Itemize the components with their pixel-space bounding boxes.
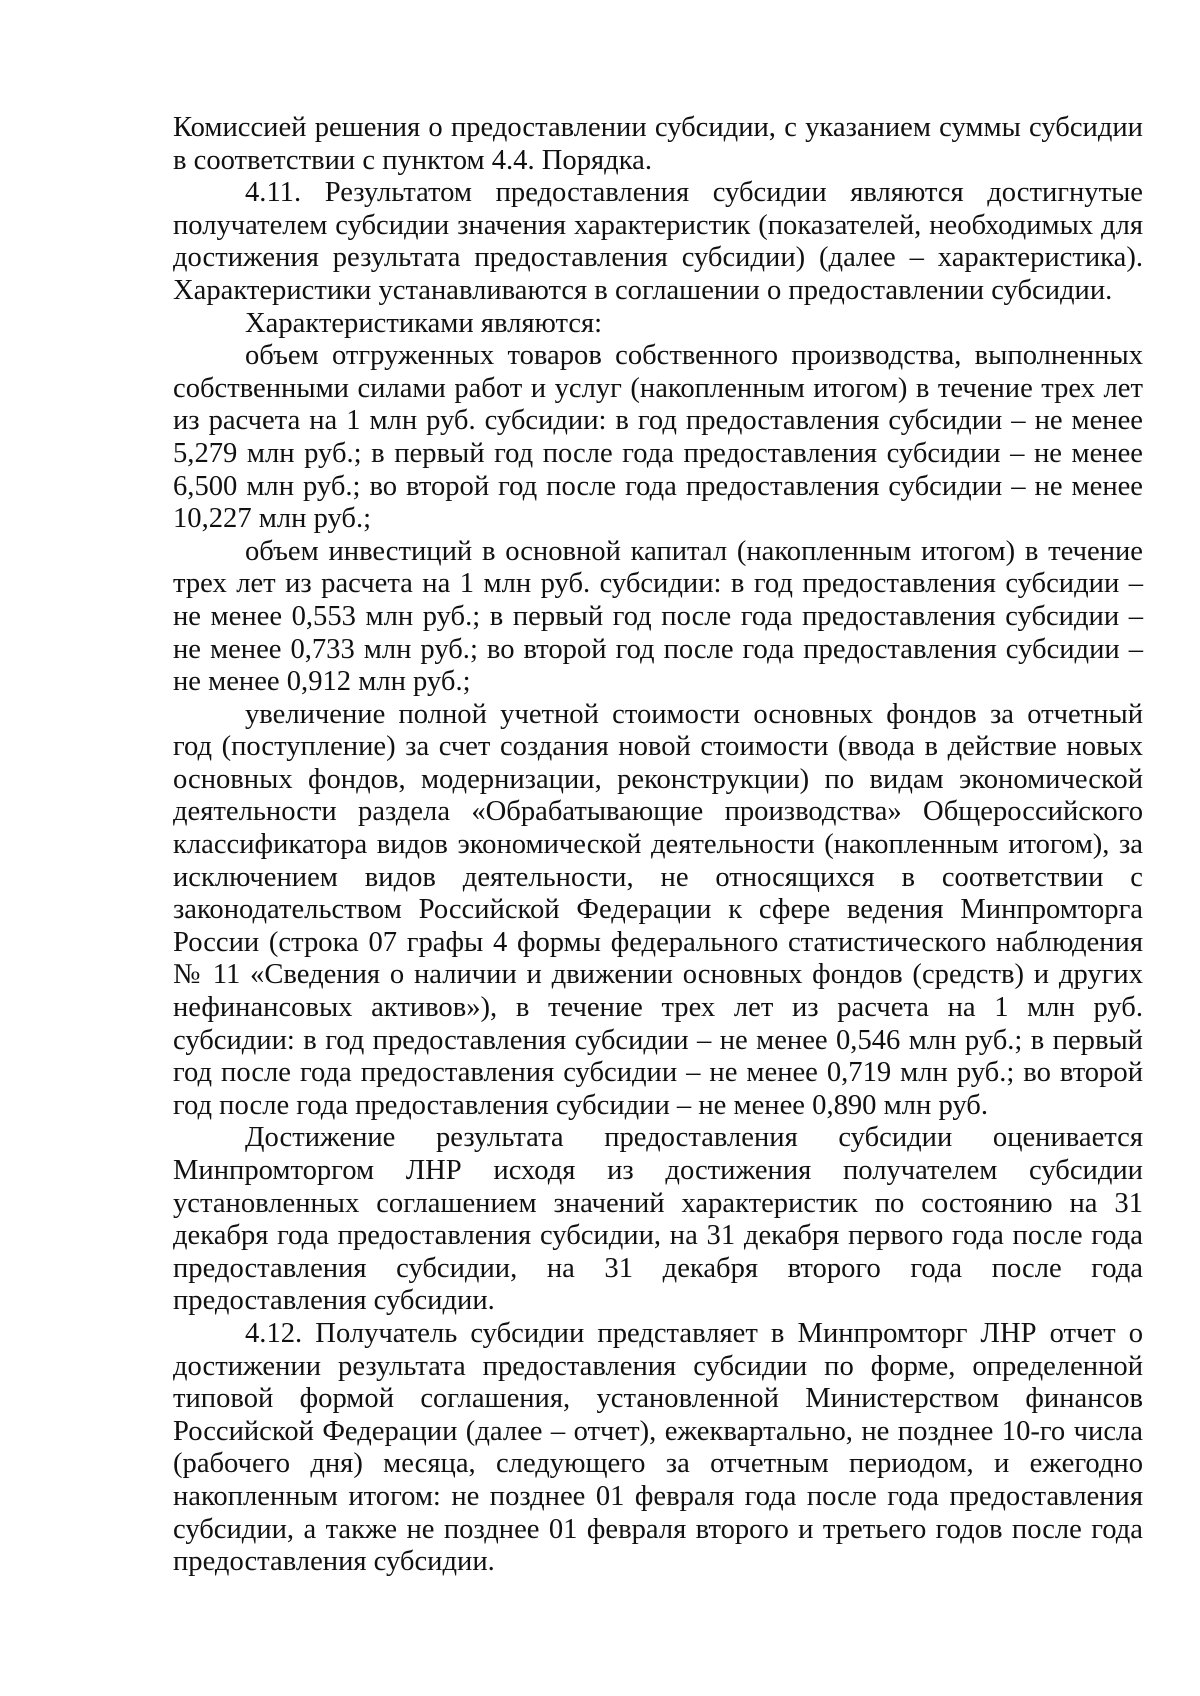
paragraph-fixed-assets: увеличение полной учетной стоимости основных фондов за отчетный год (поступление) за счет создания новой стоимости (ввода в действие новых основных фондов, модернизации, реконструкции) по видам экономической деятельности раздела «Обрабатывающие производства» Общероссийского классификатора видов экономической деятельности (накопленным итогом), за исключением видов деятельности, не относящихся в соответствии с законодательством Российской Федерации к сфере ведения Минпромторга России (строка 07 графы 4 формы федерального статистического наблюдения № 11 «Сведения о наличии и движении основных фондов (средств) и других нефинансовых активов»), в течение трех лет из расчета на 1 млн руб. субсидии: в год предоставления субсидии – не менее 0,546 млн руб.; в первый год после года предоставления субсидии – не менее 0,719 млн руб.; во второй год после года предоставления субсидии – не менее 0,890 млн руб. — [173, 698, 1143, 1121]
paragraph-investments: объем инвестиций в основной капитал (накопленным итогом) в течение трех лет из расчета на 1 млн руб. субсидии: в год предоставления субсидии – не менее 0,553 млн руб.; в первый год после года предоставления субсидии – не менее 0,733 млн руб.; во второй год после года предоставления субсидии – не менее 0,912 млн руб.; — [173, 535, 1143, 698]
paragraph-4-11: 4.11. Результатом предоставления субсидии являются достигнутые получателем субсидии значения характеристик (показателей, необходимых для достижения результата предоставления субсидии) (далее – характеристика). Характеристики устанавливаются в соглашении о предоставлении субсидии. — [173, 177, 1143, 306]
paragraph-characteristics-heading: Характеристиками являются: — [245, 307, 603, 339]
paragraph-shipped-goods: объем отгруженных товаров собственного производства, выполненных собственными силами работ и услуг (накопленным итогом) в течение трех лет из расчета на 1 млн руб. субсидии: в год предоставления субсидии – не менее 5,279 млн руб.; в первый год после года предоставления субсидии – не менее 6,500 млн руб.; во второй год после года предоставления субсидии – не менее 10,227 млн руб.; — [173, 340, 1143, 535]
document-page — [173, 112, 1143, 1579]
paragraph-continuation: Комиссией решения о предоставлении субсидии, с указанием суммы субсидии в соответствии с пунктом 4.4. Порядка. — [173, 112, 1143, 176]
paragraph-4-12: 4.12. Получатель субсидии представляет в Минпромторг ЛНР отчет о достижении результата предоставления субсидии по форме, определенной типовой формой соглашения, установленной Министерством финансов Российской Федерации (далее – отчет), ежеквартально, не позднее 10-го числа (рабочего дня) месяца, следующего за отчетным периодом, и ежегодно накопленным итогом: не позднее 01 февраля года после года предоставления субсидии, а также не позднее 01 февраля второго и третьего годов после года предоставления субсидии. — [173, 1317, 1143, 1578]
paragraph-achievement-assessment: Достижение результата предоставления субсидии оценивается Минпромторгом ЛНР исходя из достижения получателем субсидии установленных соглашением значений характеристик по состоянию на 31 декабря года предоставления субсидии, на 31 декабря первого года после года предоставления субсидии, на 31 декабря второго года после года предоставления субсидии. — [173, 1122, 1143, 1317]
